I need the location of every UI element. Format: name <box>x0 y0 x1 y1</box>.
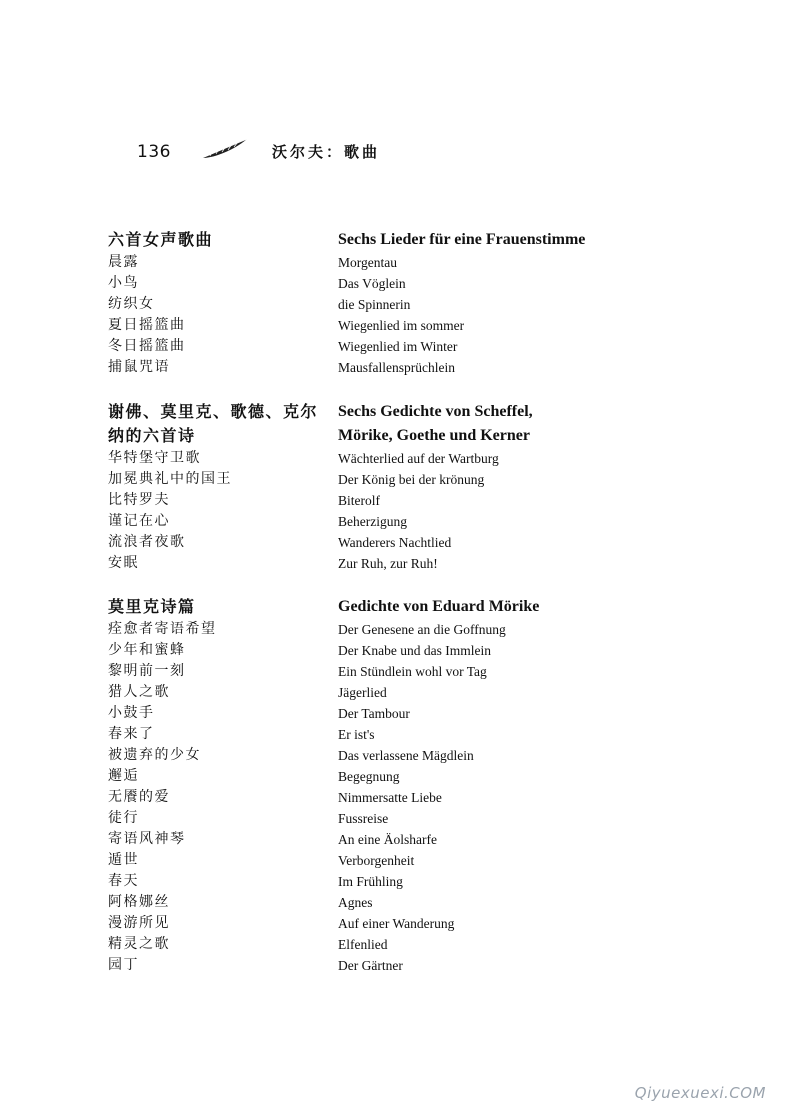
song-title-de: Begegnung <box>338 769 400 784</box>
song-row <box>108 619 668 640</box>
song-section-morike-poems <box>108 595 668 976</box>
song-row <box>108 787 668 808</box>
song-row <box>108 357 668 378</box>
song-title-zh: 园丁 <box>108 957 139 973</box>
song-row <box>108 490 668 511</box>
song-title-de: Wiegenlied im sommer <box>338 318 465 333</box>
page-number: 136 <box>137 142 171 162</box>
song-title-de: Mausfallensprüchlein <box>338 360 455 375</box>
song-title-zh: 阿格娜丝 <box>108 894 170 910</box>
song-title-zh: 痊愈者寄语希望 <box>108 621 217 637</box>
song-title-zh: 无餍的爱 <box>108 789 170 805</box>
song-row <box>108 703 668 724</box>
song-row <box>108 850 668 871</box>
song-row <box>108 336 668 357</box>
feather-quill-icon <box>200 136 250 162</box>
song-title-zh: 少年和蜜蜂 <box>108 642 186 658</box>
section-heading-zh: 六首女声歌曲 <box>108 230 214 249</box>
song-title-de: Wächterlied auf der Wartburg <box>338 451 499 466</box>
song-row <box>108 448 668 469</box>
song-title-de: Der Genesene an die Goffnung <box>338 622 506 637</box>
song-row <box>108 640 668 661</box>
song-title-zh: 精灵之歌 <box>108 936 170 952</box>
song-row <box>108 315 668 336</box>
song-row <box>108 511 668 532</box>
song-title-zh: 小鸟 <box>108 275 139 291</box>
song-title-de: Der Gärtner <box>338 958 403 973</box>
song-title-de: Fussreise <box>338 811 389 826</box>
song-title-zh: 小鼓手 <box>108 705 155 721</box>
section-heading-zh: 莫里克诗篇 <box>108 597 196 616</box>
song-row <box>108 273 668 294</box>
running-title: 沃尔夫：歌曲 <box>272 143 381 161</box>
song-title-zh: 华特堡守卫歌 <box>108 450 201 466</box>
song-title-de: Der Tambour <box>338 706 410 721</box>
song-section-six-poems <box>108 400 668 574</box>
song-title-zh: 邂逅 <box>108 768 139 784</box>
section-heading-zh: 谢佛、莫里克、歌德、克尔 <box>108 402 319 421</box>
song-title-de: Wiegenlied im Winter <box>338 339 458 354</box>
song-row <box>108 913 668 934</box>
song-title-zh: 安眠 <box>108 555 139 571</box>
song-title-zh: 夏日摇篮曲 <box>108 317 186 333</box>
song-title-de: Nimmersatte Liebe <box>338 790 442 805</box>
song-title-de: Jägerlied <box>338 685 387 700</box>
song-row <box>108 871 668 892</box>
song-title-de: Morgentau <box>338 255 397 270</box>
song-title-de: Agnes <box>338 895 373 910</box>
song-title-de: die Spinnerin <box>338 297 411 312</box>
song-title-de: Biterolf <box>338 493 380 508</box>
song-title-de: Auf einer Wanderung <box>338 916 455 931</box>
song-row <box>108 892 668 913</box>
song-title-zh: 寄语风神琴 <box>108 831 186 847</box>
song-row <box>108 955 668 976</box>
song-row <box>108 934 668 955</box>
song-row <box>108 469 668 490</box>
song-title-de: Das verlassene Mägdlein <box>338 748 474 763</box>
song-row <box>108 745 668 766</box>
song-row <box>108 553 668 574</box>
song-row <box>108 724 668 745</box>
song-row <box>108 808 668 829</box>
song-section-women-voice <box>108 228 668 378</box>
site-watermark: Qiyuexuexi.COM <box>634 1084 766 1102</box>
song-row <box>108 682 668 703</box>
song-row <box>108 532 668 553</box>
song-title-de: Er ist's <box>338 727 375 742</box>
song-title-zh: 春来了 <box>108 726 155 742</box>
section-heading-de: Sechs Lieder für eine Frauenstimme <box>338 231 586 248</box>
song-title-zh: 冬日摇篮曲 <box>108 338 186 354</box>
song-title-de: Zur Ruh, zur Ruh! <box>338 556 438 571</box>
song-title-zh: 猎人之歌 <box>108 684 170 700</box>
song-title-de: An eine Äolsharfe <box>338 832 437 847</box>
song-title-zh: 晨露 <box>108 254 139 270</box>
song-title-de: Der Knabe und das Immlein <box>338 643 491 658</box>
song-title-de: Verborgenheit <box>338 853 415 868</box>
section-heading <box>108 228 668 252</box>
song-row <box>108 766 668 787</box>
song-title-zh: 遁世 <box>108 852 139 868</box>
song-title-de: Ein Stündlein wohl vor Tag <box>338 664 487 679</box>
section-heading-de: Gedichte von Eduard Mörike <box>338 598 540 615</box>
section-heading-de: Sechs Gedichte von Scheffel, <box>338 403 533 420</box>
song-title-zh: 黎明前一刻 <box>108 663 186 679</box>
song-title-zh: 谨记在心 <box>108 513 170 529</box>
song-title-zh: 纺织女 <box>108 296 155 312</box>
song-title-de: Elfenlied <box>338 937 388 952</box>
song-title-de: Wanderers Nachtlied <box>338 535 452 550</box>
section-heading-de: Mörike, Goethe und Kerner <box>338 427 530 444</box>
song-title-de: Das Vöglein <box>338 276 406 291</box>
song-title-zh: 流浪者夜歌 <box>108 534 186 550</box>
section-heading <box>108 400 668 424</box>
song-title-de: Der König bei der krönung <box>338 472 485 487</box>
section-heading <box>108 595 668 619</box>
song-title-zh: 加冕典礼中的国王 <box>108 471 232 487</box>
song-title-zh: 捕鼠咒语 <box>108 359 170 375</box>
song-title-zh: 比特罗夫 <box>108 492 170 508</box>
section-heading-continued <box>108 424 668 448</box>
song-title-zh: 被遗弃的少女 <box>108 747 201 763</box>
song-title-de: Im Frühling <box>338 874 403 889</box>
song-title-de: Beherzigung <box>338 514 407 529</box>
song-row <box>108 294 668 315</box>
song-title-zh: 徒行 <box>108 810 139 826</box>
song-row <box>108 661 668 682</box>
song-row <box>108 252 668 273</box>
song-title-zh: 春天 <box>108 873 139 889</box>
section-heading-zh: 纳的六首诗 <box>108 426 196 445</box>
song-row <box>108 829 668 850</box>
song-title-zh: 漫游所见 <box>108 915 170 931</box>
